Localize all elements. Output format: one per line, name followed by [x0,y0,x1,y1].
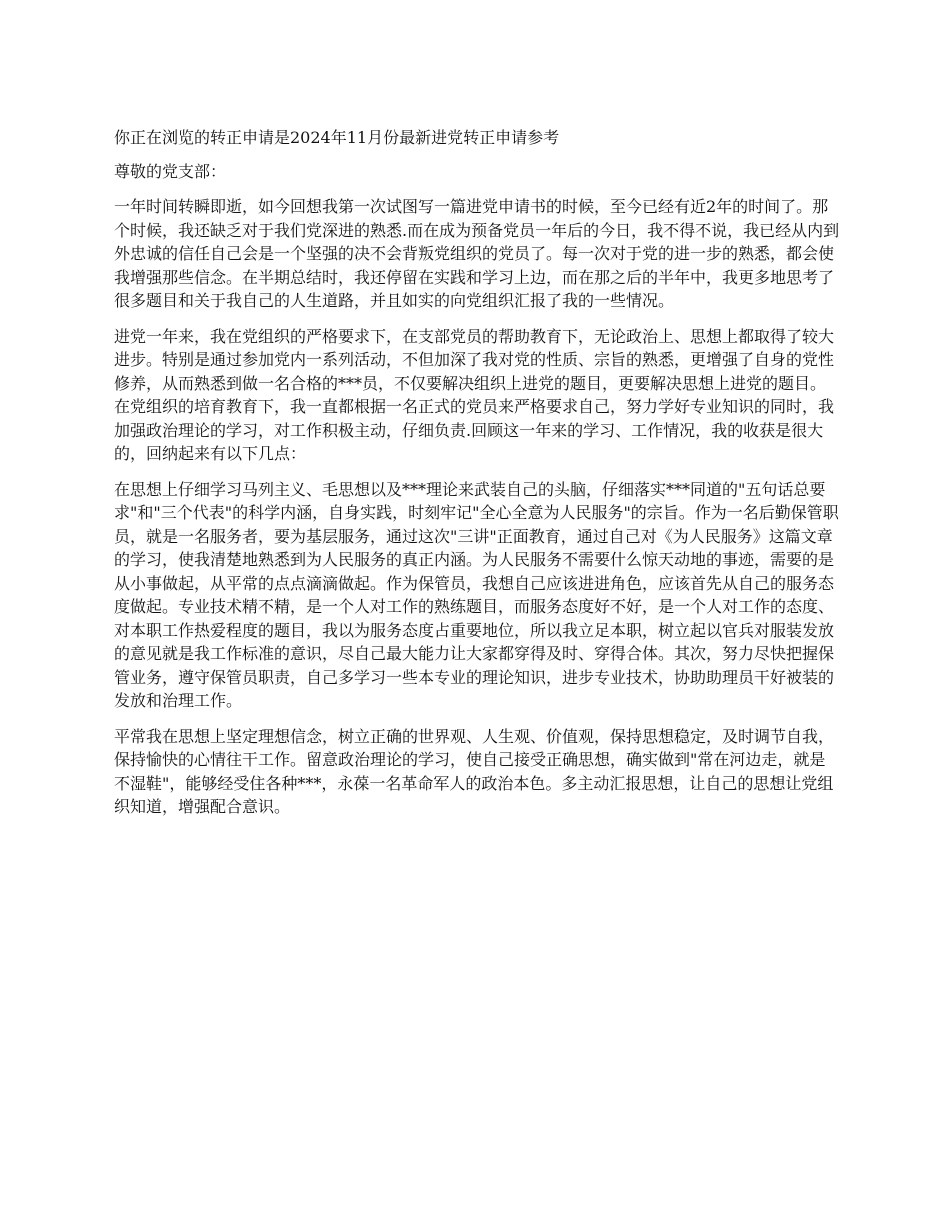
paragraph-2: 进党一年来，我在党组织的严格要求下，在支部党员的帮助教育下，无论政治上、思想上都取得了较大进步。特别是通过参加党内一系列活动，不但加深了我对党的性质、宗旨的熟悉，更增强了自身的党性修养，从而熟悉到做一名合格的***员，不仅要解决组织上进党的题目，更要解决思想上进党的题目。在党组织的培育教育下，我一直都根据一名正式的党员来严格要求自己，努力学好专业知识的同时，我加强政治理论的学习，对工作积极主动，仔细负责.回顾这一年来的学习、工作情况，我的收获是很大的，回纳起来有以下几点： [114,326,835,463]
paragraph-4: 平常我在思想上坚定理想信念，树立正确的世界观、人生观、价值观，保持思想稳定，及时调节自我，保持愉快的心情往干工作。留意政治理论的学习，使自己接受正确思想，确实做到"常在河边走，就是不湿鞋"，能够经受住各种***，永葆一名革命军人的政治本色。多主动汇报思想，让自己的思想让党组织知道，增强配合意识。 [114,726,835,816]
document-title: 你正在浏览的转正申请是2024年11月份最新进党转正申请参考 [114,128,560,147]
document-body [114,126,840,831]
salutation: 尊敬的党支部： [114,161,227,181]
paragraph-3: 在思想上仔细学习马列主义、毛思想以及***理论来武装自己的头脑，仔细落实***同道的"五句话总要求"和"三个代表"的科学内涵，自身实践，时刻牢记"全心全意为人民服务"的宗旨。作为一名后勤保管职员，就是一名服务者，要为基层服务，通过这次"三讲"正面教育，通过自己对《为人民服务》这篇文章的学习，使我清楚地熟悉到为人民服务的真正内涵。为人民服务不需要什么惊天动地的事迹，需要的是从小事做起，从平常的点点滴滴做起。作为保管员，我想自己应该进进角色，应该首先从自己的服务态度做起。专业技术精不精，是一个人对工作的熟练题目，而服务态度好不好，是一个人对工作的态度、对本职工作热爱程度的题目，我以为服务态度占重要地位，所以我立足本职，树立起以官兵对服装发放的意见就是我工作标准的意识，尽自己最大能力让大家都穿得及时、穿得合体。其次，努力尽快把握保管业务，遵守保管员职责，自己多学习一些本专业的理论知识，进步专业技术，协助助理员干好被装的发放和治理工作。 [114,479,839,710]
paragraph-1: 一年时间转瞬即逝，如今回想我第一次试图写一篇进党申请书的时候，至今已经有近2年的时间了。那个时候，我还缺乏对于我们党深进的熟悉.而在成为预备党员一年后的今日，我不得不说，我已经从内到外忠诚的信任自己会是一个坚强的决不会背叛党组织的党员了。每一次对于党的进一步的熟悉，都会使我增强那些信念。在半期总结时，我还停留在实践和学习上边，而在那之后的半年中，我更多地思考了很多题目和关于我自己的人生道路，并且如实的向党组织汇报了我的一些情况。 [114,197,840,310]
